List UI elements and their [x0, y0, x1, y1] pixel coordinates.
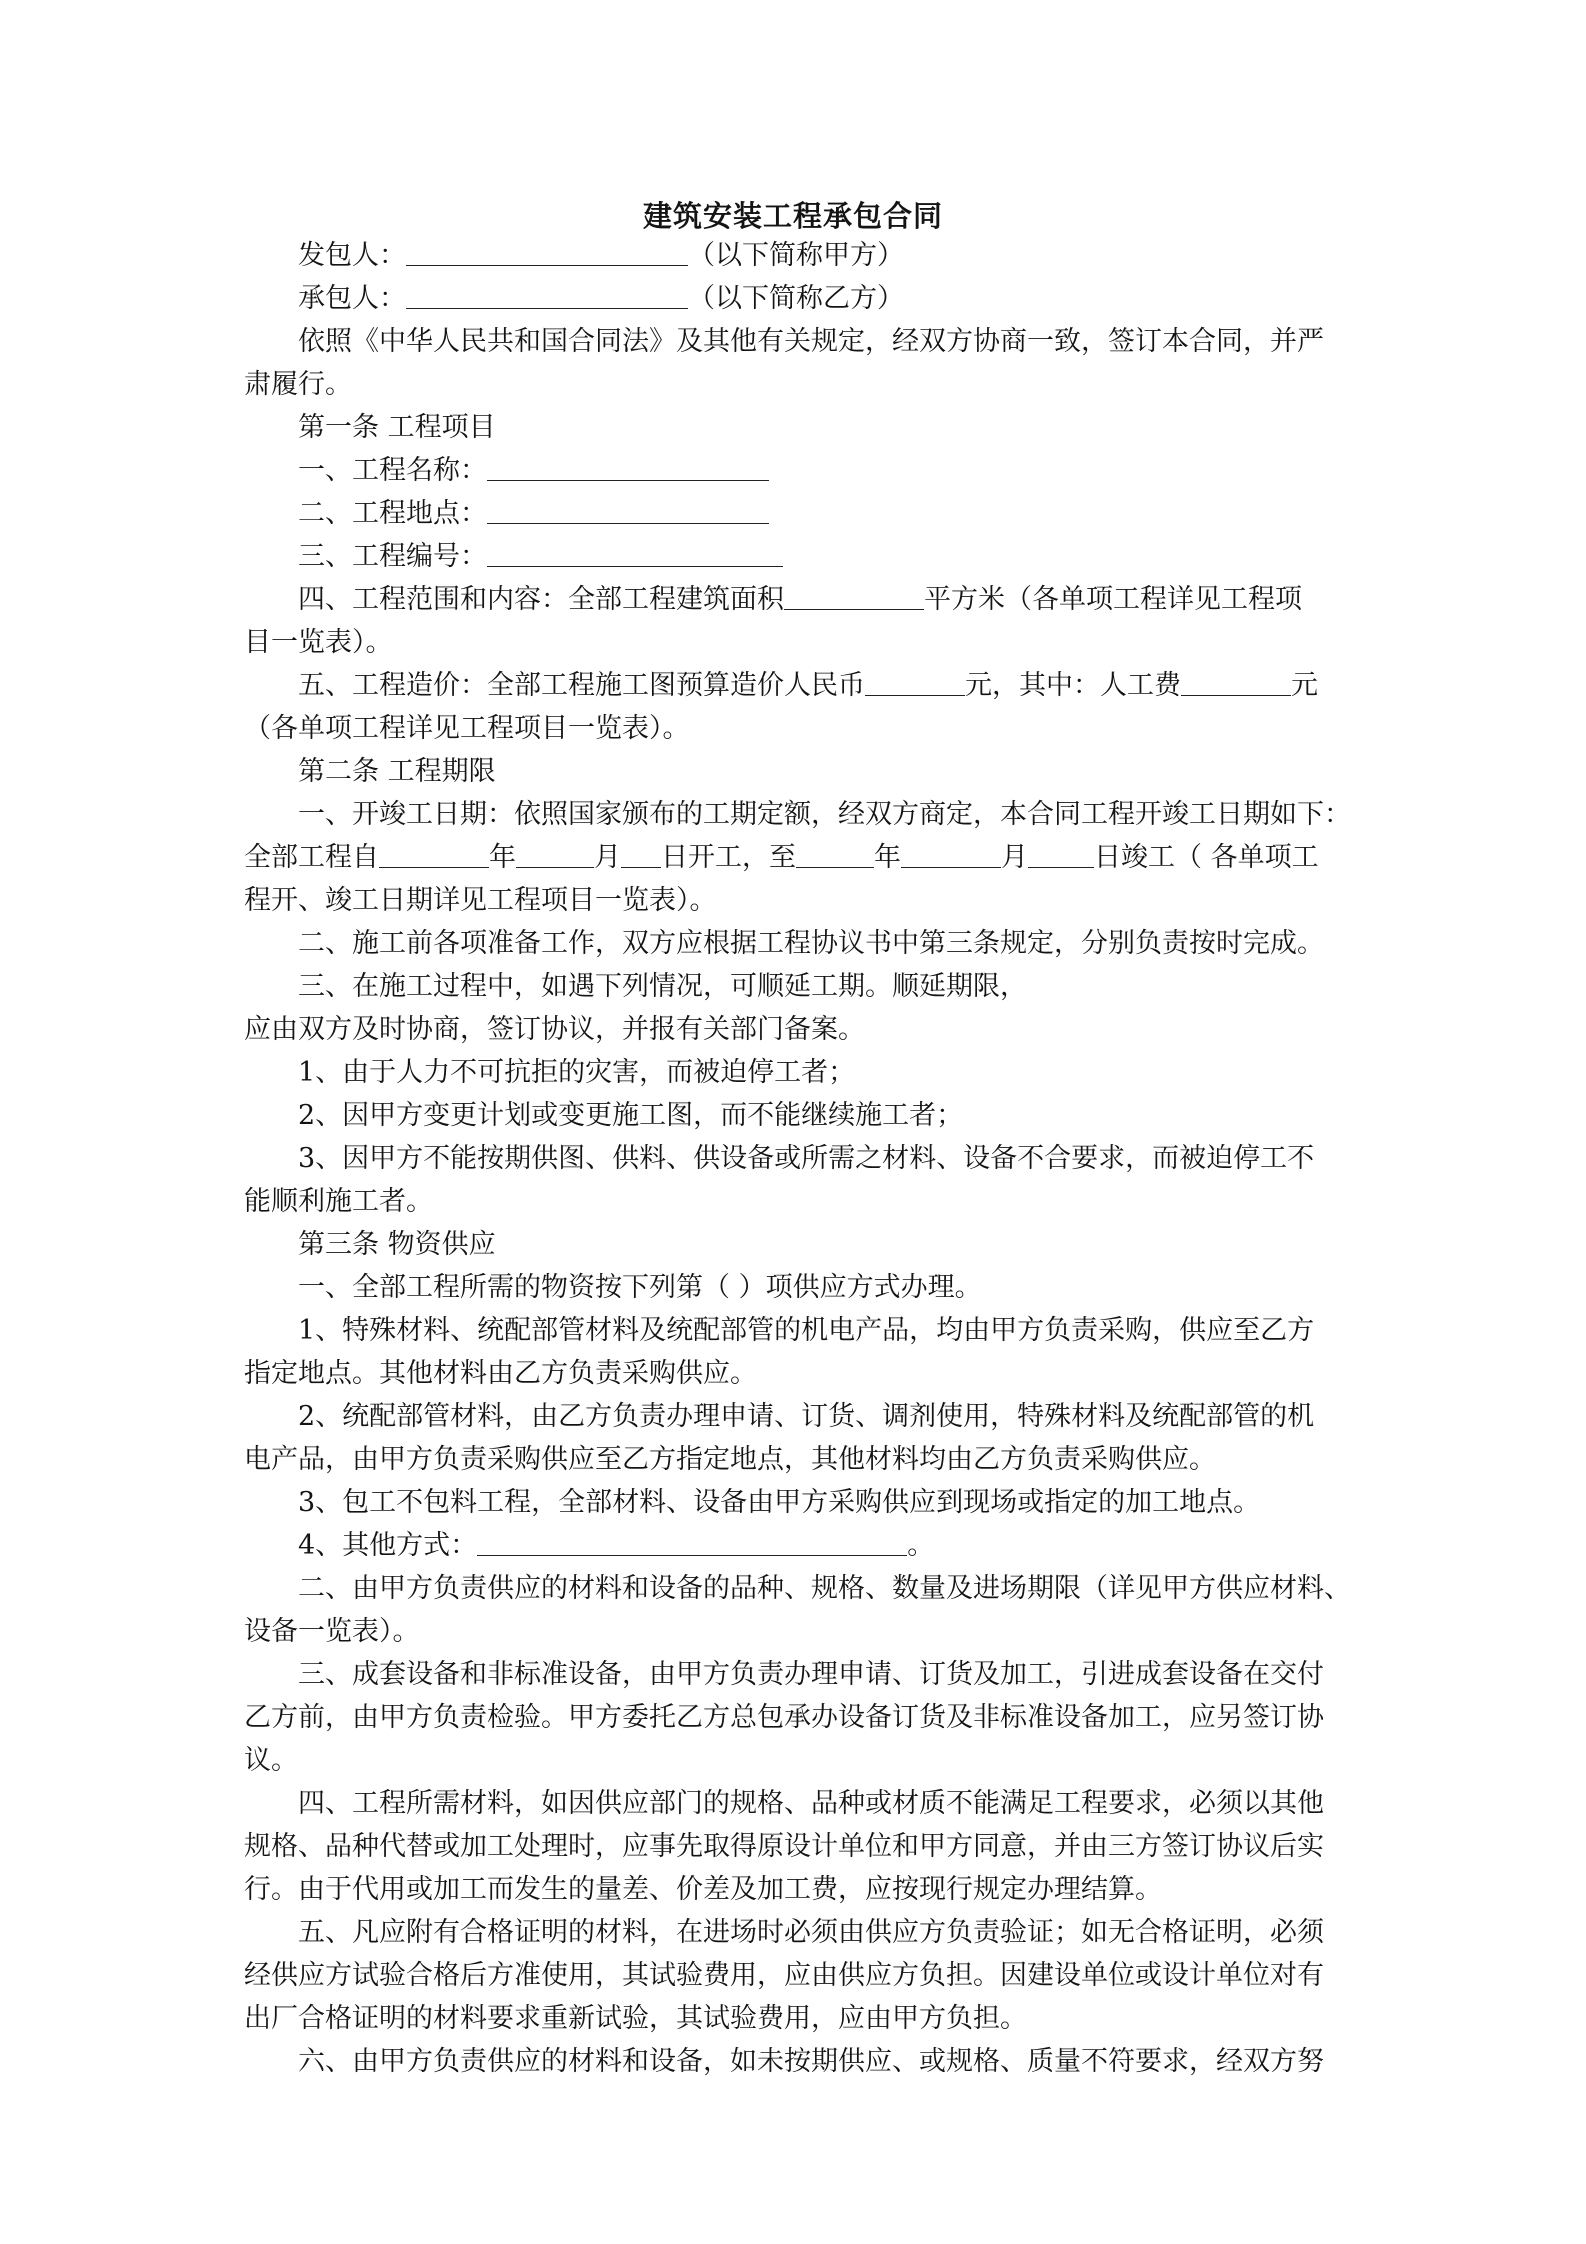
- other-method-label: 4、其他方式：: [298, 1530, 478, 1561]
- start-month-label: 月: [594, 842, 621, 873]
- paragraph-line: 依照《中华人民共和国合同法》及其他有关规定，经双方协商一致，签订本合同，并严: [298, 326, 1324, 357]
- paragraph-line: 行。由于代用或加工而发生的量差、价差及加工费，应按现行规定办理结算。: [244, 1874, 1162, 1905]
- section-heading: 第一条 工程项目: [298, 412, 496, 443]
- project-location-label: 二、工程地点：: [298, 498, 487, 529]
- start-label: 全部工程自: [244, 842, 379, 873]
- paragraph-line: 六、由甲方负责供应的材料和设备，如未按期供应、或规格、质量不符要求，经双方努: [298, 2046, 1324, 2077]
- project-name-label: 一、工程名称：: [298, 455, 487, 486]
- party-a-line: [298, 234, 904, 278]
- project-scope-tail: 平方米（各单项工程详见工程项: [924, 584, 1302, 615]
- paragraph-line: 二、由甲方负责供应的材料和设备的品种、规格、数量及进场期限（详见甲方供应材料、: [298, 1573, 1351, 1604]
- party-b-note: （以下简称乙方）: [688, 283, 904, 314]
- list-item: 1、由于人力不可抗拒的灾害，而被迫停工者；: [298, 1057, 856, 1088]
- project-cost-line: [298, 664, 1318, 708]
- start-year-label: 年: [489, 842, 516, 873]
- project-location-line: [298, 492, 769, 536]
- schedule-dates-line: [244, 836, 1319, 880]
- paragraph-line: 肃履行。: [244, 369, 352, 400]
- project-number-blank[interactable]: [487, 536, 783, 567]
- labor-cost-label: 元，其中：人工费: [965, 670, 1181, 701]
- end-day-blank[interactable]: [1028, 837, 1094, 868]
- paragraph-line: 程开、竣工日期详见工程项目一览表）。: [244, 885, 717, 916]
- end-year-label: 年: [874, 842, 901, 873]
- end-year-blank[interactable]: [796, 837, 874, 868]
- section-heading: 第二条 工程期限: [298, 756, 496, 787]
- paragraph-line: 乙方前，由甲方负责检验。甲方委托乙方总包承办设备订货及非标准设备加工，应另签订协: [244, 1702, 1324, 1733]
- paragraph-line: 经供应方试验合格后方准使用，其试验费用，应由供应方负担。因建设单位或设计单位对有: [244, 1960, 1324, 1991]
- project-scope-line: [298, 578, 1302, 622]
- project-name-blank[interactable]: [487, 450, 769, 481]
- start-year-blank[interactable]: [379, 837, 489, 868]
- paragraph-line: 能顺利施工者。: [244, 1186, 433, 1217]
- yuan-label: 元: [1291, 670, 1318, 701]
- start-day-blank[interactable]: [621, 837, 661, 868]
- list-item: 2、统配部管材料，由乙方负责办理申请、订货、调剂使用，特殊材料及统配部管的机: [298, 1401, 1315, 1432]
- paragraph-line: 指定地点。其他材料由乙方负责采购供应。: [244, 1358, 757, 1389]
- project-number-line: [298, 535, 783, 579]
- party-b-blank[interactable]: [406, 278, 688, 309]
- end-month-label: 月: [1001, 842, 1028, 873]
- paragraph-line: 设备一览表）。: [244, 1616, 420, 1647]
- party-b-label: 承包人：: [298, 283, 406, 314]
- paragraph-line: （各单项工程详见工程项目一览表）。: [244, 713, 690, 744]
- list-item: 3、包工不包料工程，全部材料、设备由甲方采购供应到现场或指定的加工地点。: [298, 1487, 1261, 1518]
- party-b-line: [298, 277, 904, 321]
- paragraph-line: 二、施工前各项准备工作，双方应根据工程协议书中第三条规定，分别负责按时完成。: [298, 928, 1324, 959]
- paragraph-line: 规格、品种代替或加工处理时，应事先取得原设计单位和甲方同意，并由三方签订协议后实: [244, 1831, 1324, 1862]
- paragraph-line: 目一览表）。: [244, 627, 393, 658]
- project-number-label: 三、工程编号：: [298, 541, 487, 572]
- area-blank[interactable]: [784, 579, 924, 610]
- party-a-note: （以下简称甲方）: [688, 240, 904, 271]
- paragraph-line: 一、全部工程所需的物资按下列第（ ）项供应方式办理。: [298, 1272, 982, 1303]
- list-item: 2、因甲方变更计划或变更施工图，而不能继续施工者；: [298, 1100, 964, 1131]
- party-a-label: 发包人：: [298, 240, 406, 271]
- paragraph-line: 出厂合格证明的材料要求重新试验，其试验费用，应由甲方负担。: [244, 2003, 1027, 2034]
- section-heading: 第三条 物资供应: [298, 1229, 496, 1260]
- list-item: 1、特殊材料、统配部管材料及统配部管的机电产品，均由甲方负责采购，供应至乙方: [298, 1315, 1315, 1346]
- end-day-label: 日竣工（ 各单项工: [1094, 842, 1319, 873]
- paragraph-line: 电产品，由甲方负责采购供应至乙方指定地点，其他材料均由乙方负责采购供应。: [244, 1444, 1216, 1475]
- other-method-line: [298, 1524, 934, 1568]
- list-item: 3、因甲方不能按期供图、供料、供设备或所需之材料、设备不合要求，而被迫停工不: [298, 1143, 1315, 1174]
- paragraph-line: 四、工程所需材料，如因供应部门的规格、品种或材质不能满足工程要求，必须以其他: [298, 1788, 1324, 1819]
- paragraph-line: 议。: [244, 1745, 298, 1776]
- other-method-blank[interactable]: [477, 1525, 907, 1556]
- end-month-blank[interactable]: [901, 837, 1001, 868]
- project-location-blank[interactable]: [487, 493, 769, 524]
- paragraph-line: 三、在施工过程中，如遇下列情况，可顺延工期。顺延期限，: [298, 971, 1027, 1002]
- cost-blank[interactable]: [865, 665, 965, 696]
- project-name-line: [298, 449, 769, 493]
- paragraph-line: 五、凡应附有合格证明的材料，在进场时必须由供应方负责验证；如无合格证明，必须: [298, 1917, 1324, 1948]
- project-scope-label: 四、工程范围和内容：全部工程建筑面积: [298, 584, 784, 615]
- document-title: 建筑安装工程承包合同: [642, 199, 943, 233]
- start-day-label: 日开工，至: [661, 842, 796, 873]
- paragraph-line: 一、开竣工日期：依照国家颁布的工期定额，经双方商定，本合同工程开竣工日期如下：: [298, 799, 1351, 830]
- project-cost-label: 五、工程造价：全部工程施工图预算造价人民币: [298, 670, 865, 701]
- start-month-blank[interactable]: [516, 837, 594, 868]
- paragraph-line: 三、成套设备和非标准设备，由甲方负责办理申请、订货及加工，引进成套设备在交付: [298, 1659, 1324, 1690]
- paragraph-line: 应由双方及时协商，签订协议，并报有关部门备案。: [244, 1014, 865, 1045]
- party-a-blank[interactable]: [406, 235, 688, 266]
- labor-cost-blank[interactable]: [1181, 665, 1291, 696]
- other-method-end: 。: [907, 1530, 935, 1561]
